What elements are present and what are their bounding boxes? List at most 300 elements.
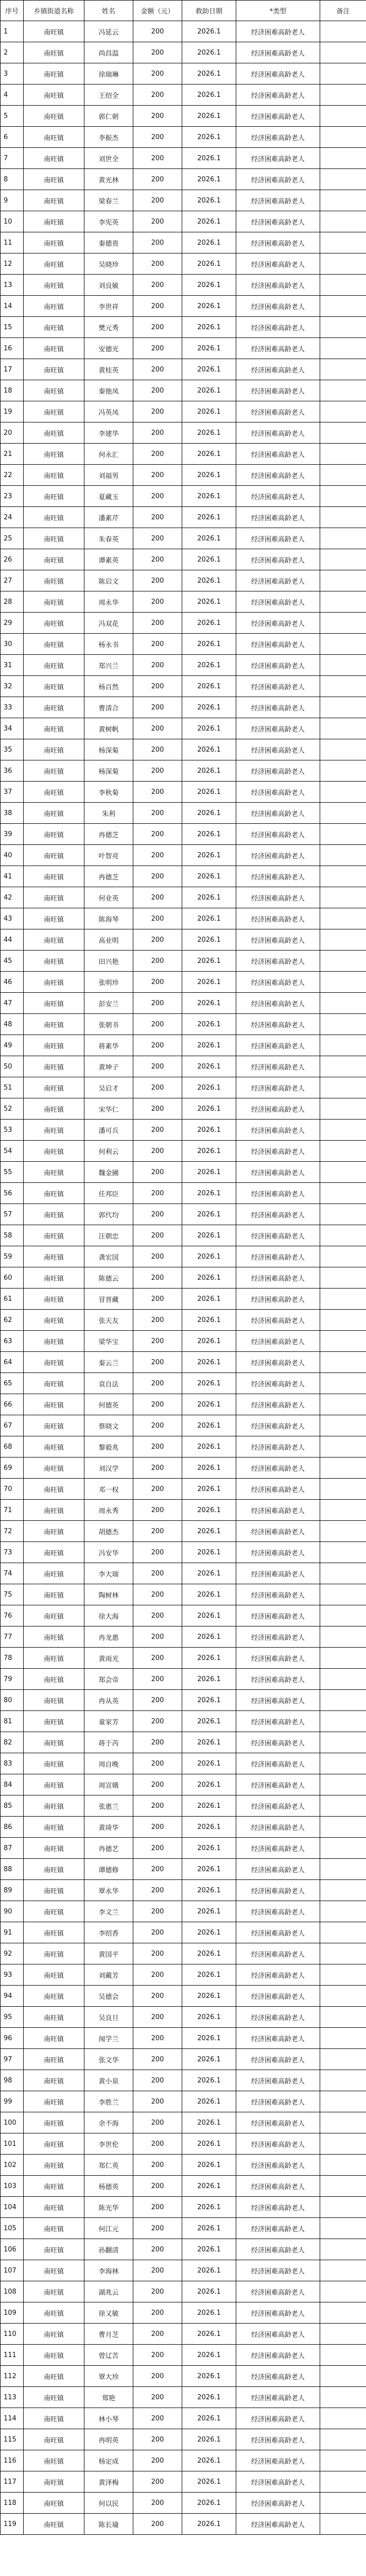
table-row [1, 1246, 366, 1267]
cell-type: 经济困难高龄老人 [236, 2260, 320, 2281]
cell-remark [320, 338, 366, 359]
cell-name: 何德英 [84, 1394, 133, 1415]
cell-amount: 200 [133, 1817, 182, 1838]
cell-name: 余不海 [84, 2112, 133, 2133]
cell-serial: 117 [1, 2471, 24, 2493]
cell-amount: 200 [133, 591, 182, 613]
header-name: 姓名 [84, 1, 133, 21]
cell-date: 2026.1 [182, 760, 236, 782]
cell-type: 经济困难高龄老人 [236, 1352, 320, 1373]
cell-date: 2026.1 [182, 549, 236, 570]
cell-date: 2026.1 [182, 84, 236, 106]
cell-serial: 88 [1, 1859, 24, 1880]
cell-date: 2026.1 [182, 1014, 236, 1035]
cell-name: 梁华宝 [84, 1331, 133, 1352]
cell-remark [320, 1500, 366, 1521]
cell-name: 闻学兰 [84, 2028, 133, 2049]
cell-amount: 200 [133, 866, 182, 887]
cell-remark [320, 486, 366, 507]
cell-serial: 109 [1, 2302, 24, 2324]
cell-date: 2026.1 [182, 1648, 236, 1669]
cell-serial: 11 [1, 232, 24, 253]
cell-date: 2026.1 [182, 1690, 236, 1711]
table-row [1, 1838, 366, 1859]
cell-name: 杨定成 [84, 2450, 133, 2471]
cell-serial: 10 [1, 211, 24, 232]
cell-date: 2026.1 [182, 908, 236, 929]
cell-town: 南旺镇 [24, 2324, 84, 2345]
cell-name: 刘汉学 [84, 1458, 133, 1479]
cell-amount: 200 [133, 1373, 182, 1394]
cell-town: 南旺镇 [24, 1626, 84, 1648]
cell-type: 经济困难高龄老人 [236, 2281, 320, 2302]
cell-remark [320, 253, 366, 275]
cell-date: 2026.1 [182, 1838, 236, 1859]
cell-serial: 46 [1, 972, 24, 993]
cell-amount: 200 [133, 1986, 182, 2007]
cell-remark [320, 1098, 366, 1120]
cell-amount: 200 [133, 1267, 182, 1289]
cell-serial: 44 [1, 929, 24, 951]
table-row [1, 760, 366, 782]
cell-town: 南旺镇 [24, 465, 84, 486]
cell-serial: 31 [1, 655, 24, 676]
cell-name: 吴良旦 [84, 2007, 133, 2028]
cell-amount: 200 [133, 2408, 182, 2429]
cell-serial: 67 [1, 1415, 24, 1436]
table-row [1, 929, 366, 951]
table-row [1, 63, 366, 84]
table-row [1, 2345, 366, 2366]
cell-town: 南旺镇 [24, 1648, 84, 1669]
cell-serial: 66 [1, 1394, 24, 1415]
cell-remark [320, 1795, 366, 1817]
cell-date: 2026.1 [182, 2429, 236, 2450]
cell-town: 南旺镇 [24, 591, 84, 613]
cell-type: 经济困难高龄老人 [236, 887, 320, 908]
cell-town: 南旺镇 [24, 2176, 84, 2197]
table-row [1, 2366, 366, 2387]
cell-date: 2026.1 [182, 2176, 236, 2197]
cell-name: 安德光 [84, 338, 133, 359]
cell-town: 南旺镇 [24, 1436, 84, 1458]
cell-amount: 200 [133, 1500, 182, 1521]
cell-town: 南旺镇 [24, 232, 84, 253]
cell-serial: 118 [1, 2493, 24, 2514]
cell-remark [320, 1922, 366, 1943]
cell-amount: 200 [133, 1331, 182, 1352]
cell-type: 经济困难高龄老人 [236, 2387, 320, 2408]
cell-town: 南旺镇 [24, 887, 84, 908]
cell-town: 南旺镇 [24, 1943, 84, 1964]
cell-town: 南旺镇 [24, 127, 84, 148]
cell-date: 2026.1 [182, 929, 236, 951]
cell-name: 吴启才 [84, 1077, 133, 1098]
cell-name: 张文华 [84, 2049, 133, 2070]
cell-date: 2026.1 [182, 1732, 236, 1753]
cell-serial: 14 [1, 296, 24, 317]
cell-serial: 103 [1, 2176, 24, 2197]
cell-remark [320, 591, 366, 613]
table-row [1, 422, 366, 444]
cell-remark [320, 613, 366, 634]
cell-remark [320, 1141, 366, 1162]
cell-serial: 22 [1, 465, 24, 486]
cell-date: 2026.1 [182, 1204, 236, 1225]
cell-serial: 73 [1, 1542, 24, 1563]
cell-date: 2026.1 [182, 887, 236, 908]
cell-date: 2026.1 [182, 1626, 236, 1648]
cell-date: 2026.1 [182, 972, 236, 993]
cell-serial: 87 [1, 1838, 24, 1859]
cell-type: 经济困难高龄老人 [236, 190, 320, 211]
cell-type: 经济困难高龄老人 [236, 1711, 320, 1732]
table-row [1, 444, 366, 465]
cell-name: 何江元 [84, 2218, 133, 2239]
cell-name: 黄泽梅 [84, 2471, 133, 2493]
cell-date: 2026.1 [182, 169, 236, 190]
cell-serial: 27 [1, 570, 24, 591]
table-row [1, 549, 366, 570]
table-row [1, 1690, 366, 1711]
cell-town: 南旺镇 [24, 422, 84, 444]
table-row [1, 1077, 366, 1098]
cell-amount: 200 [133, 465, 182, 486]
cell-town: 南旺镇 [24, 1690, 84, 1711]
cell-name: 张朝书 [84, 1014, 133, 1035]
cell-amount: 200 [133, 296, 182, 317]
cell-remark [320, 1711, 366, 1732]
cell-type: 经济困难高龄老人 [236, 296, 320, 317]
table-row [1, 169, 366, 190]
cell-amount: 200 [133, 634, 182, 655]
cell-remark [320, 127, 366, 148]
cell-amount: 200 [133, 275, 182, 296]
cell-serial: 92 [1, 1943, 24, 1964]
table-row [1, 2028, 366, 2049]
cell-date: 2026.1 [182, 1077, 236, 1098]
cell-name: 周宣娥 [84, 1774, 133, 1795]
cell-date: 2026.1 [182, 2239, 236, 2260]
cell-town: 南旺镇 [24, 972, 84, 993]
cell-serial: 108 [1, 2281, 24, 2302]
cell-type: 经济困难高龄老人 [236, 2324, 320, 2345]
cell-amount: 200 [133, 845, 182, 866]
cell-amount: 200 [133, 2514, 182, 2535]
cell-date: 2026.1 [182, 1035, 236, 1056]
cell-serial: 56 [1, 1183, 24, 1204]
cell-name: 周自晚 [84, 1753, 133, 1774]
cell-amount: 200 [133, 211, 182, 232]
cell-serial: 60 [1, 1267, 24, 1289]
cell-town: 南旺镇 [24, 1859, 84, 1880]
cell-date: 2026.1 [182, 507, 236, 528]
cell-date: 2026.1 [182, 2260, 236, 2281]
cell-date: 2026.1 [182, 1500, 236, 1521]
cell-name: 陈长瑜 [84, 2514, 133, 2535]
cell-serial: 54 [1, 1141, 24, 1162]
cell-date: 2026.1 [182, 782, 236, 803]
cell-remark [320, 1204, 366, 1225]
cell-serial: 52 [1, 1098, 24, 1120]
table-row [1, 1373, 366, 1394]
cell-date: 2026.1 [182, 296, 236, 317]
table-row [1, 1479, 366, 1500]
cell-date: 2026.1 [182, 2408, 236, 2429]
cell-serial: 39 [1, 824, 24, 845]
cell-type: 经济困难高龄老人 [236, 1458, 320, 1479]
cell-type: 经济困难高龄老人 [236, 1035, 320, 1056]
table-row [1, 1289, 366, 1310]
table-row [1, 1795, 366, 1817]
cell-amount: 200 [133, 1098, 182, 1120]
cell-date: 2026.1 [182, 2324, 236, 2345]
table-row [1, 2471, 366, 2493]
cell-date: 2026.1 [182, 1880, 236, 1901]
cell-town: 南旺镇 [24, 2450, 84, 2471]
cell-name: 田兴艳 [84, 951, 133, 972]
cell-name: 郑仁英 [84, 2155, 133, 2176]
cell-name: 湖兆云 [84, 2281, 133, 2302]
table-row [1, 1204, 366, 1225]
cell-remark [320, 106, 366, 127]
cell-town: 南旺镇 [24, 866, 84, 887]
cell-remark [320, 211, 366, 232]
cell-remark [320, 1521, 366, 1542]
cell-date: 2026.1 [182, 211, 236, 232]
cell-remark [320, 1943, 366, 1964]
cell-amount: 200 [133, 1584, 182, 1605]
cell-type: 经济困难高龄老人 [236, 1415, 320, 1436]
cell-town: 南旺镇 [24, 1014, 84, 1035]
cell-remark [320, 2007, 366, 2028]
cell-amount: 200 [133, 1922, 182, 1943]
cell-type: 经济困难高龄老人 [236, 2197, 320, 2218]
cell-serial: 80 [1, 1690, 24, 1711]
cell-amount: 200 [133, 1458, 182, 1479]
cell-amount: 200 [133, 2197, 182, 2218]
cell-amount: 200 [133, 2112, 182, 2133]
cell-name: 李胜兰 [84, 2091, 133, 2112]
cell-remark [320, 2302, 366, 2324]
cell-type: 经济困难高龄老人 [236, 1394, 320, 1415]
cell-remark [320, 2324, 366, 2345]
cell-amount: 200 [133, 486, 182, 507]
cell-town: 南旺镇 [24, 338, 84, 359]
table-row [1, 1542, 366, 1563]
cell-name: 张惠兰 [84, 1795, 133, 1817]
cell-type: 经济困难高龄老人 [236, 1753, 320, 1774]
cell-name: 朱利 [84, 803, 133, 824]
cell-serial: 43 [1, 908, 24, 929]
cell-name: 李秋菊 [84, 782, 133, 803]
cell-serial: 55 [1, 1162, 24, 1183]
cell-date: 2026.1 [182, 1225, 236, 1246]
cell-town: 南旺镇 [24, 169, 84, 190]
cell-town: 南旺镇 [24, 2387, 84, 2408]
cell-type: 经济困难高龄老人 [236, 465, 320, 486]
cell-town: 南旺镇 [24, 824, 84, 845]
cell-name: 梁春兰 [84, 190, 133, 211]
cell-serial: 99 [1, 2091, 24, 2112]
cell-type: 经济困难高龄老人 [236, 718, 320, 739]
cell-remark [320, 1626, 366, 1648]
cell-remark [320, 1479, 366, 1500]
cell-name: 覃永华 [84, 1880, 133, 1901]
cell-name: 覃大珍 [84, 2366, 133, 2387]
cell-remark [320, 570, 366, 591]
cell-serial: 116 [1, 2450, 24, 2471]
cell-name: 李世祥 [84, 296, 133, 317]
cell-name: 黄国平 [84, 1943, 133, 1964]
cell-town: 南旺镇 [24, 1035, 84, 1056]
cell-amount: 200 [133, 2281, 182, 2302]
cell-amount: 200 [133, 1521, 182, 1542]
cell-serial: 75 [1, 1584, 24, 1605]
cell-town: 南旺镇 [24, 1880, 84, 1901]
cell-serial: 107 [1, 2260, 24, 2281]
cell-serial: 32 [1, 676, 24, 697]
cell-date: 2026.1 [182, 21, 236, 42]
cell-town: 南旺镇 [24, 190, 84, 211]
cell-date: 2026.1 [182, 824, 236, 845]
cell-serial: 41 [1, 866, 24, 887]
cell-serial: 94 [1, 1986, 24, 2007]
cell-amount: 200 [133, 718, 182, 739]
cell-amount: 200 [133, 359, 182, 380]
cell-remark [320, 2429, 366, 2450]
table-row [1, 803, 366, 824]
cell-serial: 13 [1, 275, 24, 296]
cell-name: 袁自法 [84, 1373, 133, 1394]
cell-serial: 97 [1, 2049, 24, 2070]
cell-remark [320, 2450, 366, 2471]
cell-serial: 45 [1, 951, 24, 972]
cell-name: 陈启文 [84, 570, 133, 591]
cell-type: 经济困难高龄老人 [236, 1859, 320, 1880]
cell-amount: 200 [133, 697, 182, 718]
cell-date: 2026.1 [182, 1183, 236, 1204]
cell-remark [320, 697, 366, 718]
cell-type: 经济困难高龄老人 [236, 2070, 320, 2091]
cell-type: 经济困难高龄老人 [236, 2049, 320, 2070]
cell-town: 南旺镇 [24, 655, 84, 676]
cell-date: 2026.1 [182, 2387, 236, 2408]
table-row [1, 21, 366, 42]
cell-town: 南旺镇 [24, 1289, 84, 1310]
cell-serial: 82 [1, 1732, 24, 1753]
cell-type: 经济困难高龄老人 [236, 1521, 320, 1542]
table-row [1, 1986, 366, 2007]
table-row [1, 1922, 366, 1943]
cell-town: 南旺镇 [24, 380, 84, 401]
cell-serial: 106 [1, 2239, 24, 2260]
cell-date: 2026.1 [182, 1120, 236, 1141]
cell-town: 南旺镇 [24, 2302, 84, 2324]
table-row [1, 1162, 366, 1183]
cell-town: 南旺镇 [24, 1817, 84, 1838]
table-row [1, 1225, 366, 1246]
cell-town: 南旺镇 [24, 1901, 84, 1922]
cell-name: 冉龙惠 [84, 1626, 133, 1648]
table-row [1, 2514, 366, 2535]
cell-serial: 2 [1, 42, 24, 63]
cell-date: 2026.1 [182, 1669, 236, 1690]
cell-amount: 200 [133, 1626, 182, 1648]
cell-remark [320, 866, 366, 887]
cell-amount: 200 [133, 1669, 182, 1690]
cell-remark [320, 1964, 366, 1986]
cell-date: 2026.1 [182, 1373, 236, 1394]
cell-remark [320, 782, 366, 803]
cell-remark [320, 84, 366, 106]
table-row [1, 528, 366, 549]
cell-date: 2026.1 [182, 2450, 236, 2471]
cell-amount: 200 [133, 1120, 182, 1141]
cell-remark [320, 42, 366, 63]
table-body [1, 21, 366, 2535]
table-row [1, 1098, 366, 1120]
cell-serial: 21 [1, 444, 24, 465]
cell-type: 经济困难高龄老人 [236, 1098, 320, 1120]
cell-remark [320, 465, 366, 486]
cell-name: 郑艳 [84, 2387, 133, 2408]
cell-amount: 200 [133, 2028, 182, 2049]
cell-type: 经济困难高龄老人 [236, 1880, 320, 1901]
cell-date: 2026.1 [182, 1711, 236, 1732]
cell-name: 李大瑞 [84, 1563, 133, 1584]
table-row [1, 591, 366, 613]
cell-town: 南旺镇 [24, 929, 84, 951]
cell-date: 2026.1 [182, 2049, 236, 2070]
cell-amount: 200 [133, 613, 182, 634]
cell-amount: 200 [133, 232, 182, 253]
cell-date: 2026.1 [182, 190, 236, 211]
cell-date: 2026.1 [182, 253, 236, 275]
cell-name: 刘世全 [84, 148, 133, 169]
cell-type: 经济困难高龄老人 [236, 613, 320, 634]
cell-type: 经济困难高龄老人 [236, 2007, 320, 2028]
cell-remark [320, 2028, 366, 2049]
cell-date: 2026.1 [182, 1479, 236, 1500]
cell-type: 经济困难高龄老人 [236, 1479, 320, 1500]
cell-name: 汪朝忠 [84, 1225, 133, 1246]
cell-serial: 68 [1, 1436, 24, 1458]
cell-name: 龚宏国 [84, 1246, 133, 1267]
cell-serial: 49 [1, 1035, 24, 1056]
cell-date: 2026.1 [182, 676, 236, 697]
cell-serial: 62 [1, 1310, 24, 1331]
cell-name: 冯英凤 [84, 401, 133, 422]
cell-town: 南旺镇 [24, 1120, 84, 1141]
cell-town: 南旺镇 [24, 1394, 84, 1415]
cell-date: 2026.1 [182, 1246, 236, 1267]
cell-remark [320, 1014, 366, 1035]
cell-town: 南旺镇 [24, 2281, 84, 2302]
cell-remark [320, 824, 366, 845]
cell-date: 2026.1 [182, 1584, 236, 1605]
cell-name: 黄小泉 [84, 2070, 133, 2091]
cell-type: 经济困难高龄老人 [236, 275, 320, 296]
cell-amount: 200 [133, 1795, 182, 1817]
cell-amount: 200 [133, 1352, 182, 1373]
cell-name: 郑兴兰 [84, 655, 133, 676]
cell-date: 2026.1 [182, 1098, 236, 1120]
table-row [1, 1648, 366, 1669]
cell-name: 魏金圃 [84, 1162, 133, 1183]
cell-remark [320, 422, 366, 444]
cell-date: 2026.1 [182, 1542, 236, 1563]
